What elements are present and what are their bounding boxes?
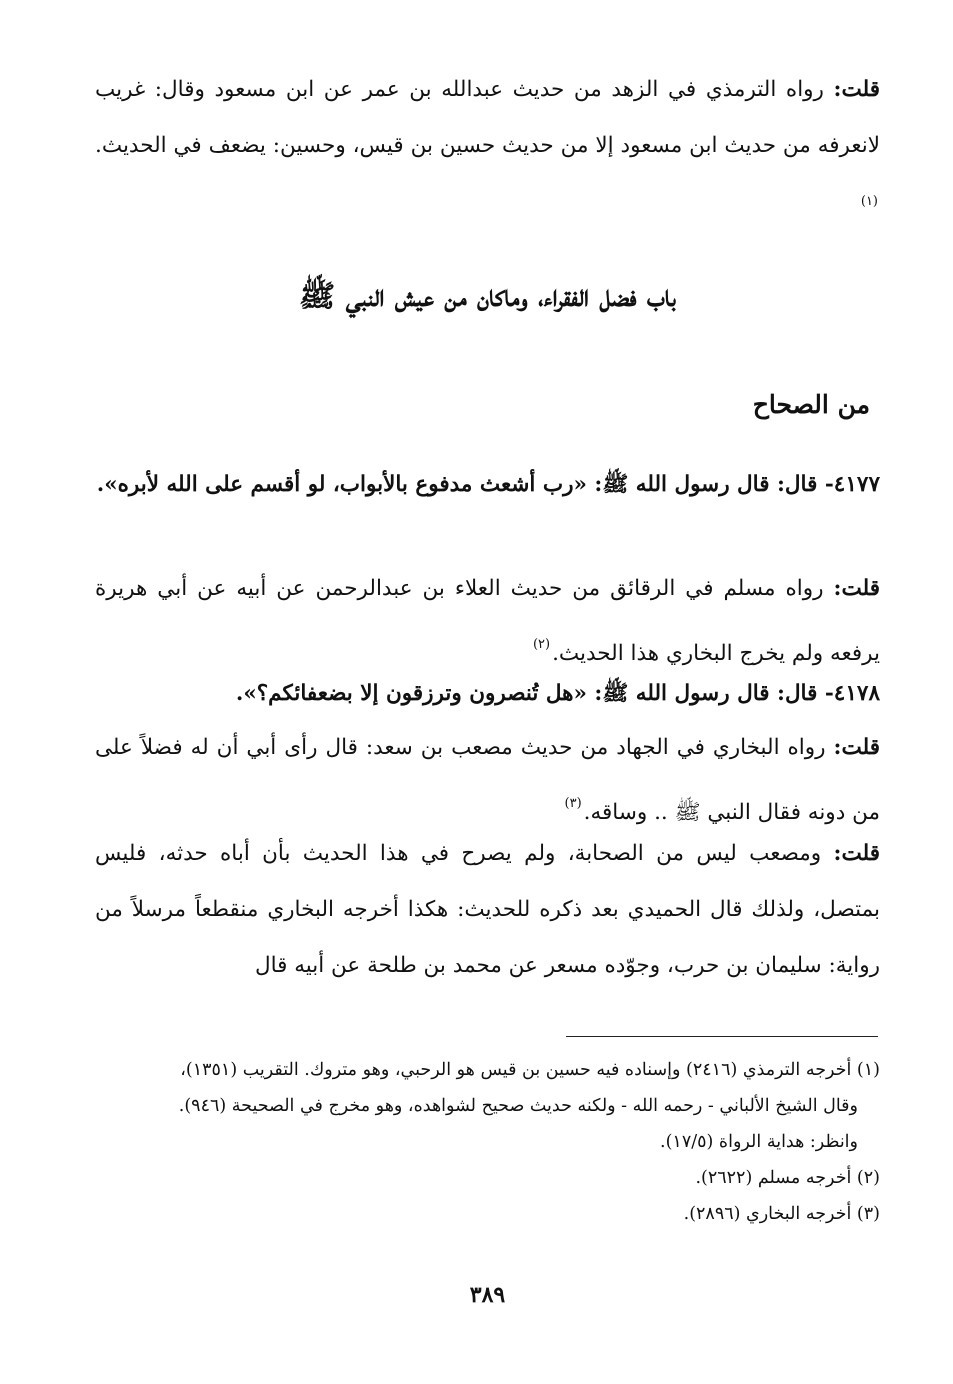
footnote-marker-2: (٢) [532,637,551,652]
qult-label: قلت: [833,735,880,760]
footnote-1-continued: وقال الشيخ الألباني - رحمه الله - ولكنه حديث صحيح لشواهده، وهو مخرج في الصحيحة (٩٤٦). [178,1096,858,1116]
footnote-marker-3: (٣) [564,796,582,811]
paragraph-text: رواه الترمذي في الزهد من حديث عبدالله بن عمر عن ابن مسعود وقال: غريب لانعرفه من حديث ابن مسعود إلا من حديث حسين بن قيس، وحسين: يضعف في الحديث. [95,77,880,158]
hadith-4177: ٤١٧٧- قال: قال رسول الله ﷺ: «رب أشعث مدفوع بالأبواب، لو أقسم على الله لأبره». [96,472,880,497]
footnote-separator [566,1036,878,1037]
qult-label: قلت: [833,77,880,102]
footnote-2: (٢) أخرجه مسلم (٢٦٢٢). [695,1168,880,1188]
footnote-1-see-also: وانظر: هداية الرواة (١٧/٥). [660,1132,858,1152]
page-number: ٣٨٩ [469,1282,506,1308]
qult-label: قلت: [833,841,880,866]
chapter-title: باب فضل الفقراء، وماكان من عيش النبي ﷺ [299,279,676,314]
footnote-1: (١) أخرجه الترمذي (٢٤١٦) وإسناده فيه حسين بن قيس هو الرحبي، وهو متروك. التقريب (١٣٥١)، [180,1060,880,1080]
paragraph-bukhari-note [95,720,880,841]
paragraph-muslim-note [95,561,880,682]
hadith-4178: ٤١٧٨- قال: قال رسول الله ﷺ: «هل تُنصرون وترزقون إلا بضعفائكم؟». [235,681,880,706]
footnote-marker-1: (١) [860,194,878,209]
section-title: من الصحاح [752,390,870,419]
paragraph-musab-note [95,826,880,994]
footnotes [95,1052,880,1232]
footnote-3: (٣) أخرجه البخاري (٢٨٩٦). [683,1204,880,1224]
paragraph-text: رواه البخاري في الجهاد من حديث مصعب بن سعد: قال رأى أبي أن له فضلاً على من دونه فقال النبي ﷺ .. وساقه. [95,735,880,825]
paragraph-tirmidhi-note [95,62,880,239]
paragraph-text: ومصعب ليس من الصحابة، ولم يصرح في هذا الحديث بأن أباه حدثه، فليس بمتصل، ولذلك قال الحميدي بعد ذكره للحديث: هكذا أخرجه البخاري منقطعاً مرسلاً من رواية: سليمان بن حرب، وجوّده مسعر عن محمد بن طلحة عن أبيه قال [95,841,880,978]
qult-label: قلت: [833,576,880,601]
paragraph-text: رواه مسلم في الرقائق من حديث العلاء بن عبدالرحمن عن أبيه عن أبي هريرة يرفعه ولم يخرج البخاري هذا الحديث. [95,576,880,666]
